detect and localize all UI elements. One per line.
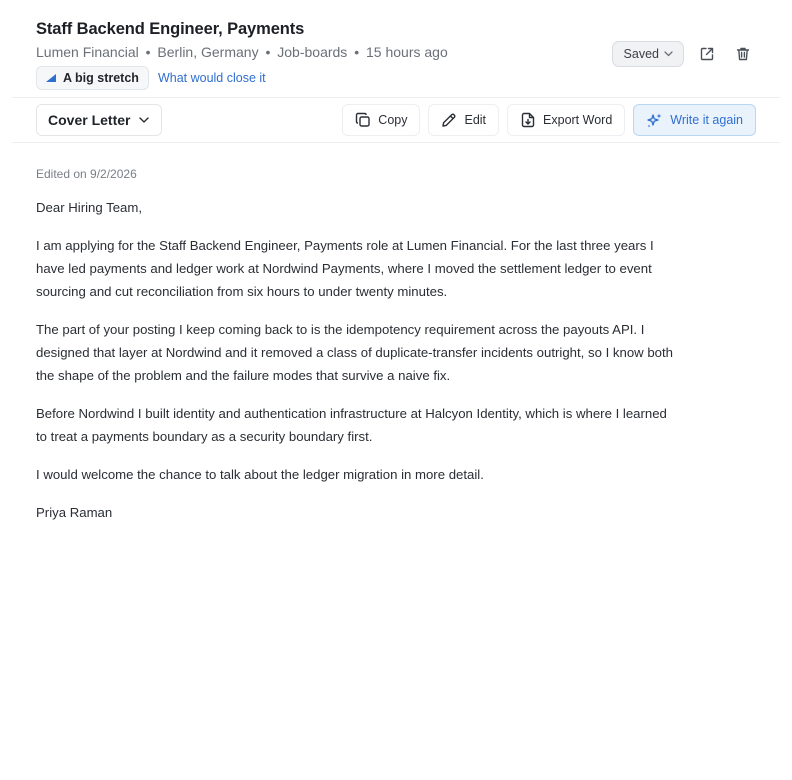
chevron-down-icon: [139, 117, 149, 123]
meta-separator: •: [354, 44, 360, 60]
copy-button[interactable]: [342, 104, 420, 136]
job-source: Job-boards: [277, 44, 348, 60]
fit-badge: [36, 66, 149, 90]
document-toolbar: [36, 104, 756, 136]
job-location: Berlin, Germany: [157, 44, 259, 60]
document-type-dropdown[interactable]: [36, 104, 162, 136]
meta-separator: •: [145, 44, 151, 60]
sparkles-icon: [646, 112, 663, 129]
toolbar-divider: [12, 142, 780, 143]
trash-icon: [735, 46, 751, 62]
cover-letter-body: [36, 167, 676, 539]
edit-label: Edit: [464, 113, 487, 127]
letter-paragraph: Before Nordwind I built identity and authentication infrastructure at Halcyon Identity, which is where I learned to treat a payments boundary as a security boundary first.: [36, 406, 667, 444]
export-word-button[interactable]: [507, 104, 625, 136]
saved-status-dropdown[interactable]: [612, 41, 684, 67]
write-it-again-label: Write it again: [670, 113, 743, 127]
signal-wedge-icon: [46, 74, 56, 82]
posted-time: 15 hours ago: [366, 44, 448, 60]
letter-paragraph: The part of your posting I keep coming back to is the idempotency requirement across the payouts API. I designed that layer at Nordwind and it removed a class of duplicate-transfer incidents outright, so I know both the shape of the problem and the failure modes that survive a naive fix.: [36, 322, 674, 383]
toolbar-actions: [342, 104, 756, 136]
letter-paragraph: I am applying for the Staff Backend Engineer, Payments role at Lumen Financial. For the last three years I have led payments and ledger work at Nordwind Payments, where I moved the settlement ledger to event sourcing and cut reconciliation from six hours to under twenty minutes.: [36, 238, 654, 299]
copy-icon: [355, 112, 371, 128]
write-it-again-button[interactable]: [633, 104, 756, 136]
fit-badge-label: A big stretch: [63, 71, 139, 85]
company-name: Lumen Financial: [36, 44, 139, 60]
job-title: Staff Backend Engineer, Payments: [36, 20, 305, 38]
letter-paragraph: I would welcome the chance to talk about the ledger migration in more detail.: [36, 467, 484, 482]
chevron-down-icon: [664, 51, 673, 57]
letter-signature: Priya Raman: [36, 505, 113, 520]
export-word-label: Export Word: [543, 113, 613, 127]
what-would-close-it-link[interactable]: What would close it: [157, 71, 266, 85]
external-link-icon: [699, 46, 715, 62]
edited-date: Edited on 9/2/2026: [36, 167, 137, 181]
document-type-label: Cover Letter: [48, 112, 131, 128]
delete-button[interactable]: [730, 41, 756, 67]
saved-label: Saved: [623, 47, 659, 61]
header-divider: [12, 97, 780, 98]
letter-greeting: Dear Hiring Team,: [36, 200, 143, 215]
open-posting-button[interactable]: [694, 41, 720, 67]
fit-row: [36, 66, 762, 90]
header-actions: [612, 41, 756, 67]
file-download-icon: [520, 112, 536, 128]
meta-separator: •: [265, 44, 271, 60]
edit-button[interactable]: [428, 104, 499, 136]
copy-label: Copy: [378, 113, 408, 127]
pencil-icon: [441, 112, 457, 128]
